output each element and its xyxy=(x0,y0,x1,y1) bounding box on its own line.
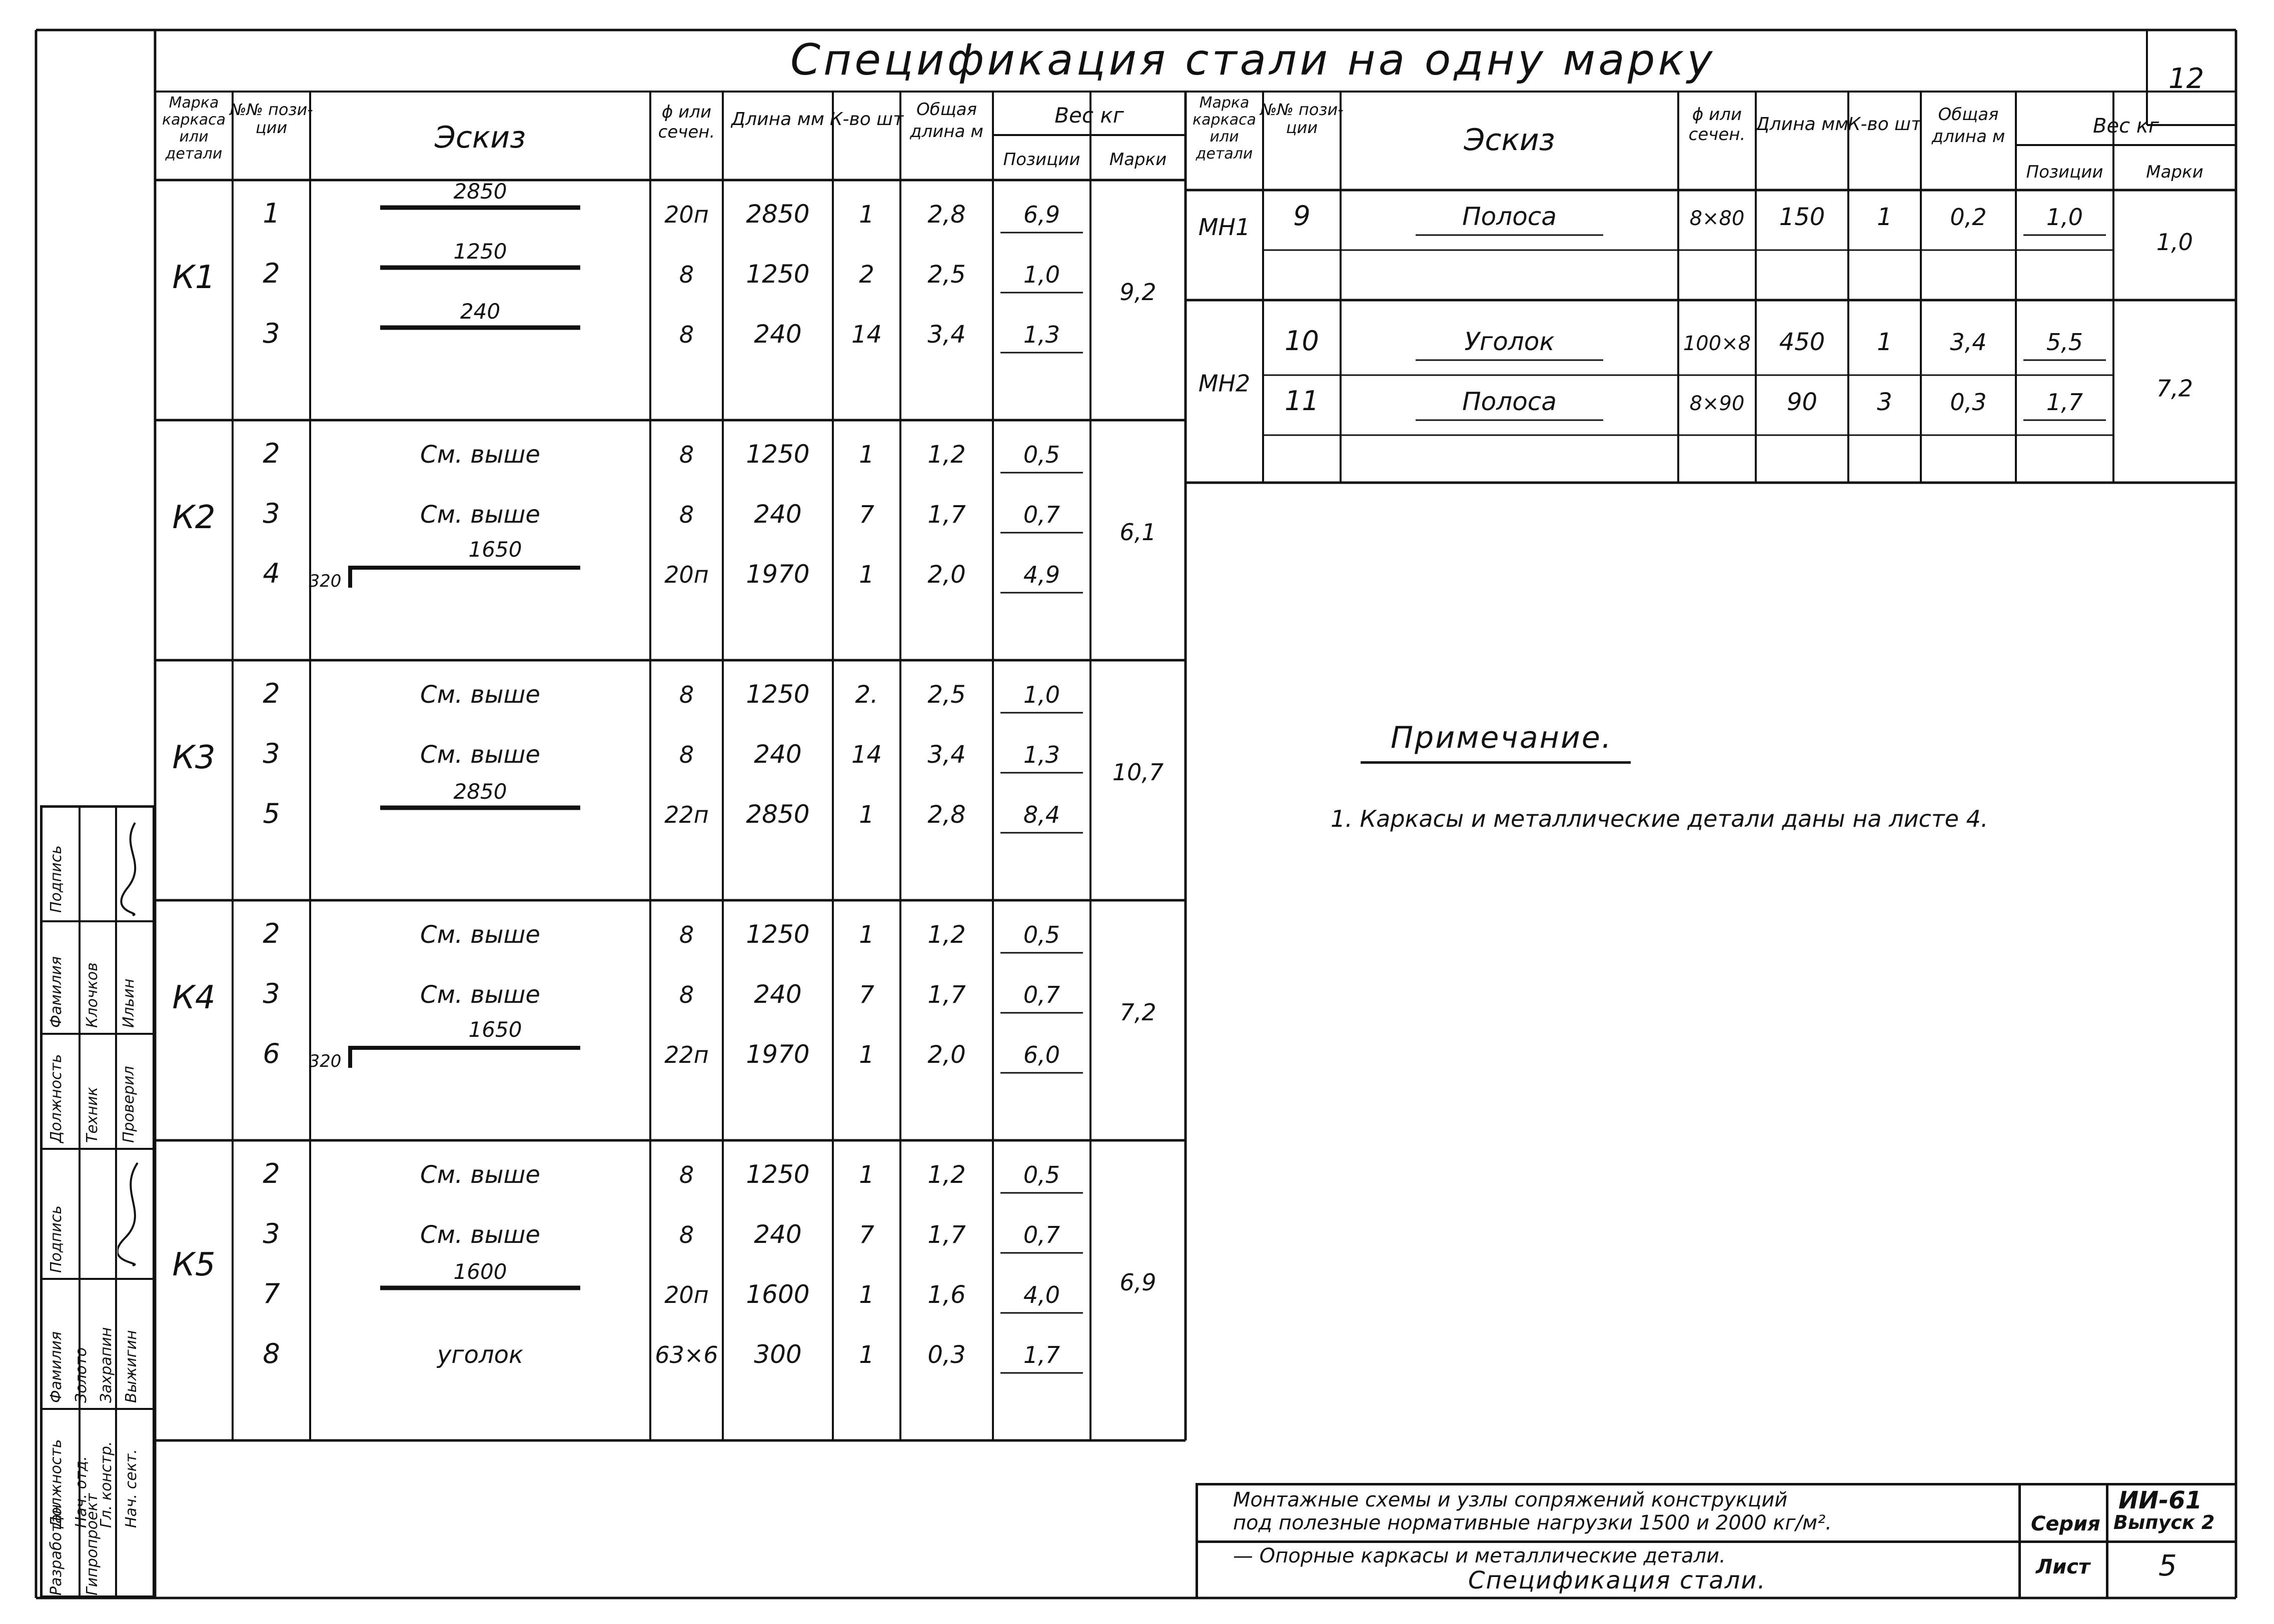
note-underline xyxy=(1361,761,1631,764)
header-section: ϕ или xyxy=(1692,105,1742,125)
row-qty: 7 xyxy=(859,1221,874,1249)
header-weight-mark: Марки xyxy=(2146,162,2203,182)
sketch-text: Полоса xyxy=(1462,202,1557,231)
row-length: 300 xyxy=(754,1340,802,1369)
row-qty: 1 xyxy=(859,441,874,469)
row-pos: 2 xyxy=(263,918,280,949)
row-section: 20п xyxy=(664,201,709,228)
sketch-hook xyxy=(350,568,580,588)
row-length: 1600 xyxy=(746,1280,810,1309)
row-total: 2,5 xyxy=(927,681,966,709)
row-qty: 1 xyxy=(859,1041,874,1069)
row-length: 2850 xyxy=(746,800,810,829)
mark-weight: 1,0 xyxy=(2156,229,2193,256)
stamp-pos-b3: Нач. сект. xyxy=(123,1449,140,1528)
mark-label: МН2 xyxy=(1198,370,1251,397)
row-length: 2850 xyxy=(746,200,810,229)
sheet-value: 5 xyxy=(2158,1548,2177,1582)
row-qty: 7 xyxy=(859,981,874,1009)
note-heading: Примечание. xyxy=(1391,720,1613,755)
row-pos: 3 xyxy=(263,1218,280,1249)
row-length: 240 xyxy=(754,980,802,1009)
sketch-text: См. выше xyxy=(420,1221,540,1249)
row-weight: 1,0 xyxy=(2046,204,2083,231)
sketch-hook xyxy=(350,1048,580,1068)
header-mark: каркаса xyxy=(1193,111,1256,129)
sketch-dim: 2850 xyxy=(453,179,507,204)
row-total: 0,3 xyxy=(927,1341,966,1369)
header-pos: №№ пози- xyxy=(230,100,313,119)
row-section: 8 xyxy=(679,681,694,708)
title-line-4: Спецификация стали. xyxy=(1468,1566,1766,1594)
header-weight-mark: Марки xyxy=(1109,150,1167,170)
row-weight: 5,5 xyxy=(2046,329,2083,356)
header-length: Длина мм xyxy=(731,109,824,130)
row-section: 8 xyxy=(679,321,694,348)
row-weight: 4,0 xyxy=(1023,1281,1060,1308)
row-total: 2,5 xyxy=(927,261,966,289)
sketch-hook-dim: 320 xyxy=(309,571,342,591)
header-sketch: Эскиз xyxy=(434,120,526,155)
stamp-header-signature-2: Подпись xyxy=(48,1205,65,1273)
row-pos: 2 xyxy=(263,678,280,709)
stamp-surname-b3: Выжигин xyxy=(123,1330,140,1403)
row-length: 90 xyxy=(1786,388,1818,416)
row-pos: 10 xyxy=(1285,325,1319,357)
mark-weight: 7,2 xyxy=(2156,375,2193,402)
header-pos: ции xyxy=(255,118,288,137)
title-block xyxy=(1196,1483,2236,1598)
header-section: сечен. xyxy=(658,122,715,142)
mark-label: К1 xyxy=(172,259,216,296)
sketch-text: См. выше xyxy=(420,921,540,949)
mark-label: МН1 xyxy=(1198,214,1251,241)
mark-label: К4 xyxy=(172,979,216,1016)
sheet-title: Спецификация стали на одну марку xyxy=(790,35,1716,85)
stamp-pos-b1: Нач. отд. xyxy=(73,1456,90,1528)
row-qty: 1 xyxy=(859,801,874,829)
header-qty: К-во шт xyxy=(829,109,904,130)
stamp-surname-2: Ильин xyxy=(120,978,138,1028)
row-qty: 1 xyxy=(859,921,874,949)
sketch-dim: 1250 xyxy=(453,239,507,264)
header-sketch: Эскиз xyxy=(1464,123,1555,158)
row-qty: 1 xyxy=(859,561,874,589)
header-weight: Вес кг xyxy=(1054,103,1124,128)
mark-label: К2 xyxy=(172,499,216,536)
header-section: сечен. xyxy=(1688,125,1746,145)
row-pos: 9 xyxy=(1293,200,1311,232)
row-length: 150 xyxy=(1779,203,1825,231)
row-weight: 1,0 xyxy=(1023,681,1060,708)
row-total: 3,4 xyxy=(1950,329,1987,356)
row-weight: 6,9 xyxy=(1023,201,1060,228)
signature-mark xyxy=(118,818,153,918)
row-length: 1250 xyxy=(746,920,810,949)
row-weight: 8,4 xyxy=(1023,801,1060,828)
header-mark: Марка xyxy=(169,94,219,112)
mark-label: К5 xyxy=(172,1246,216,1283)
row-length: 1250 xyxy=(746,260,810,289)
title-line-3: — Опорные каркасы и металлические детали. xyxy=(1233,1544,1726,1567)
stamp-pos-b2: Гл. констр. xyxy=(98,1441,115,1528)
row-total: 3,4 xyxy=(927,321,966,349)
stamp-surname-1: Клочков xyxy=(84,962,101,1028)
row-length: 240 xyxy=(754,500,802,529)
stamp-surname-b1: Золото xyxy=(73,1347,90,1403)
row-weight: 1,7 xyxy=(1023,1341,1060,1368)
approval-stamp xyxy=(40,805,155,1598)
row-section: 20п xyxy=(664,1281,709,1308)
row-section: 20п xyxy=(664,561,709,588)
row-section: 8 xyxy=(679,1161,694,1188)
header-mark: Марка xyxy=(1199,94,1250,112)
row-section: 8×80 xyxy=(1689,207,1745,230)
row-length: 450 xyxy=(1779,328,1825,356)
row-section: 8 xyxy=(679,981,694,1008)
row-pos: 3 xyxy=(263,498,280,529)
row-length: 1970 xyxy=(746,560,810,589)
row-total: 2,0 xyxy=(927,1041,966,1069)
row-section: 8 xyxy=(679,921,694,948)
header-total-length: Общая xyxy=(916,100,977,120)
row-weight: 0,7 xyxy=(1023,1221,1060,1248)
table-layer xyxy=(155,92,2236,1440)
title-line-2: под полезные нормативные нагрузки 1500 и 2000 кг/м². xyxy=(1233,1511,1832,1534)
row-pos: 1 xyxy=(263,198,280,229)
row-qty: 1 xyxy=(1877,328,1892,356)
signature-mark-2 xyxy=(118,1158,153,1268)
row-weight: 6,0 xyxy=(1023,1041,1060,1068)
row-weight: 0,7 xyxy=(1023,981,1060,1008)
stamp-developed: Разработан xyxy=(48,1504,65,1595)
row-total: 1,7 xyxy=(927,1221,966,1249)
stamp-position-2: Проверил xyxy=(120,1066,138,1143)
stamp-header-position: Должность xyxy=(48,1054,65,1143)
mark-weight: 9,2 xyxy=(1119,279,1157,306)
row-weight: 0,7 xyxy=(1023,501,1060,528)
row-qty: 1 xyxy=(859,1341,874,1369)
sheet-number: 12 xyxy=(2168,63,2204,95)
mark-weight: 6,9 xyxy=(1119,1269,1157,1296)
row-length: 240 xyxy=(754,1220,802,1249)
row-section: 8×90 xyxy=(1689,392,1745,415)
row-length: 1250 xyxy=(746,1160,810,1189)
stamp-header-position-2: Должность xyxy=(48,1439,65,1528)
header-mark: детали xyxy=(165,145,223,163)
header-weight-pos: Позиции xyxy=(2026,162,2103,182)
sketch-text: См. выше xyxy=(420,681,540,709)
sketch-text: См. выше xyxy=(420,501,540,529)
sketch-text: Полоса xyxy=(1462,387,1557,416)
sketch-dim: 1650 xyxy=(468,1017,522,1042)
header-mark: или xyxy=(1210,128,1239,146)
row-length: 240 xyxy=(754,740,802,769)
series-label: Серия xyxy=(2031,1512,2100,1535)
sketch-dim: 2850 xyxy=(453,779,507,804)
sketch-text: См. выше xyxy=(420,741,540,769)
row-qty: 14 xyxy=(851,321,882,349)
row-qty: 1 xyxy=(1877,203,1892,231)
issue-value: Выпуск 2 xyxy=(2113,1511,2215,1533)
row-length: 1970 xyxy=(746,1040,810,1069)
row-section: 8 xyxy=(679,1221,694,1248)
sketch-dim: 1650 xyxy=(468,537,522,562)
sketch-dim: 240 xyxy=(460,299,501,324)
sheet-label: Лист xyxy=(2036,1555,2090,1578)
row-section: 100×8 xyxy=(1683,332,1751,355)
header-pos: ции xyxy=(1286,118,1318,137)
stamp-surname-b2: Захрапин xyxy=(98,1327,115,1403)
stamp-header-surname-2: Фамилия xyxy=(48,1331,65,1403)
row-weight: 1,3 xyxy=(1023,741,1060,768)
row-total: 1,2 xyxy=(927,921,966,949)
header-mark: детали xyxy=(1196,145,1253,163)
row-total: 3,4 xyxy=(927,741,966,769)
stamp-position-1: Техник xyxy=(84,1087,101,1143)
series-value: ИИ-61 xyxy=(2118,1486,2202,1514)
mark-weight: 6,1 xyxy=(1119,519,1157,546)
row-total: 1,6 xyxy=(927,1281,966,1309)
row-pos: 2 xyxy=(263,258,280,289)
stamp-header-surname: Фамилия xyxy=(48,956,65,1028)
mark-label: К3 xyxy=(172,739,216,776)
header-weight-pos: Позиции xyxy=(1003,150,1080,170)
row-qty: 2. xyxy=(855,681,878,709)
row-total: 0,2 xyxy=(1950,204,1987,231)
header-total-length: длина м xyxy=(910,122,983,142)
row-pos: 6 xyxy=(263,1038,280,1069)
stamp-header-signature: Подпись xyxy=(48,845,65,913)
sketch-text: См. выше xyxy=(420,441,540,469)
row-pos: 4 xyxy=(263,558,280,589)
row-total: 1,7 xyxy=(927,501,966,529)
row-total: 1,2 xyxy=(927,1161,966,1189)
row-length: 1250 xyxy=(746,440,810,469)
header-mark: или xyxy=(179,128,209,146)
row-pos: 3 xyxy=(263,978,280,1009)
row-length: 1250 xyxy=(746,680,810,709)
mark-weight: 10,7 xyxy=(1112,759,1164,786)
row-section: 63×6 xyxy=(655,1341,718,1368)
sketch-text: См. выше xyxy=(420,981,540,1009)
row-section: 22п xyxy=(664,801,709,828)
row-qty: 2 xyxy=(859,261,874,289)
row-pos: 2 xyxy=(263,1158,280,1189)
row-qty: 1 xyxy=(859,1161,874,1189)
row-pos: 7 xyxy=(263,1278,280,1309)
row-total: 0,3 xyxy=(1950,389,1987,416)
note-item: 1. Каркасы и металлические детали даны на листе 4. xyxy=(1331,805,1988,832)
stamp-org: Гипропроект xyxy=(84,1493,101,1595)
row-pos: 3 xyxy=(263,738,280,769)
header-section: ϕ или xyxy=(661,102,712,122)
sketch-text: См. выше xyxy=(420,1161,540,1189)
sketch-text: уголок xyxy=(437,1341,524,1369)
header-weight: Вес кг xyxy=(2093,115,2159,138)
header-pos: №№ пози- xyxy=(1260,100,1344,119)
row-total: 2,8 xyxy=(927,801,966,829)
row-section: 8 xyxy=(679,441,694,468)
sketch-hook-dim: 320 xyxy=(309,1051,342,1071)
header-length: Длина мм xyxy=(1755,114,1849,135)
row-section: 8 xyxy=(679,741,694,768)
row-qty: 14 xyxy=(851,741,882,769)
header-total-length: длина м xyxy=(1931,127,2005,147)
row-weight: 1,0 xyxy=(1023,261,1060,288)
row-weight: 1,7 xyxy=(2046,389,2083,416)
row-total: 2,0 xyxy=(927,561,966,589)
sketch-text: Уголок xyxy=(1464,327,1555,356)
title-line-1: Монтажные схемы и узлы сопряжений конструкций xyxy=(1233,1488,1788,1511)
row-qty: 7 xyxy=(859,501,874,529)
sketch-dim: 1600 xyxy=(453,1259,507,1284)
row-pos: 3 xyxy=(263,318,280,349)
row-pos: 8 xyxy=(263,1338,280,1369)
row-total: 2,8 xyxy=(927,201,966,229)
row-section: 8 xyxy=(679,261,694,288)
row-pos: 11 xyxy=(1285,385,1319,417)
row-pos: 2 xyxy=(263,438,280,469)
row-total: 1,2 xyxy=(927,441,966,469)
row-weight: 4,9 xyxy=(1023,561,1060,588)
row-qty: 3 xyxy=(1877,388,1892,416)
row-weight: 0,5 xyxy=(1023,1161,1060,1188)
mark-weight: 7,2 xyxy=(1119,999,1157,1026)
row-weight: 0,5 xyxy=(1023,441,1060,468)
row-weight: 0,5 xyxy=(1023,921,1060,948)
header-total-length: Общая xyxy=(1938,105,1999,125)
row-section: 8 xyxy=(679,501,694,528)
row-weight: 1,3 xyxy=(1023,321,1060,348)
row-section: 22п xyxy=(664,1041,709,1068)
row-qty: 1 xyxy=(859,1281,874,1309)
row-total: 1,7 xyxy=(927,981,966,1009)
row-qty: 1 xyxy=(859,201,874,229)
header-mark: каркаса xyxy=(162,111,226,129)
header-qty: К-во шт xyxy=(1847,114,1922,135)
row-pos: 5 xyxy=(263,798,280,829)
row-length: 240 xyxy=(754,320,802,349)
